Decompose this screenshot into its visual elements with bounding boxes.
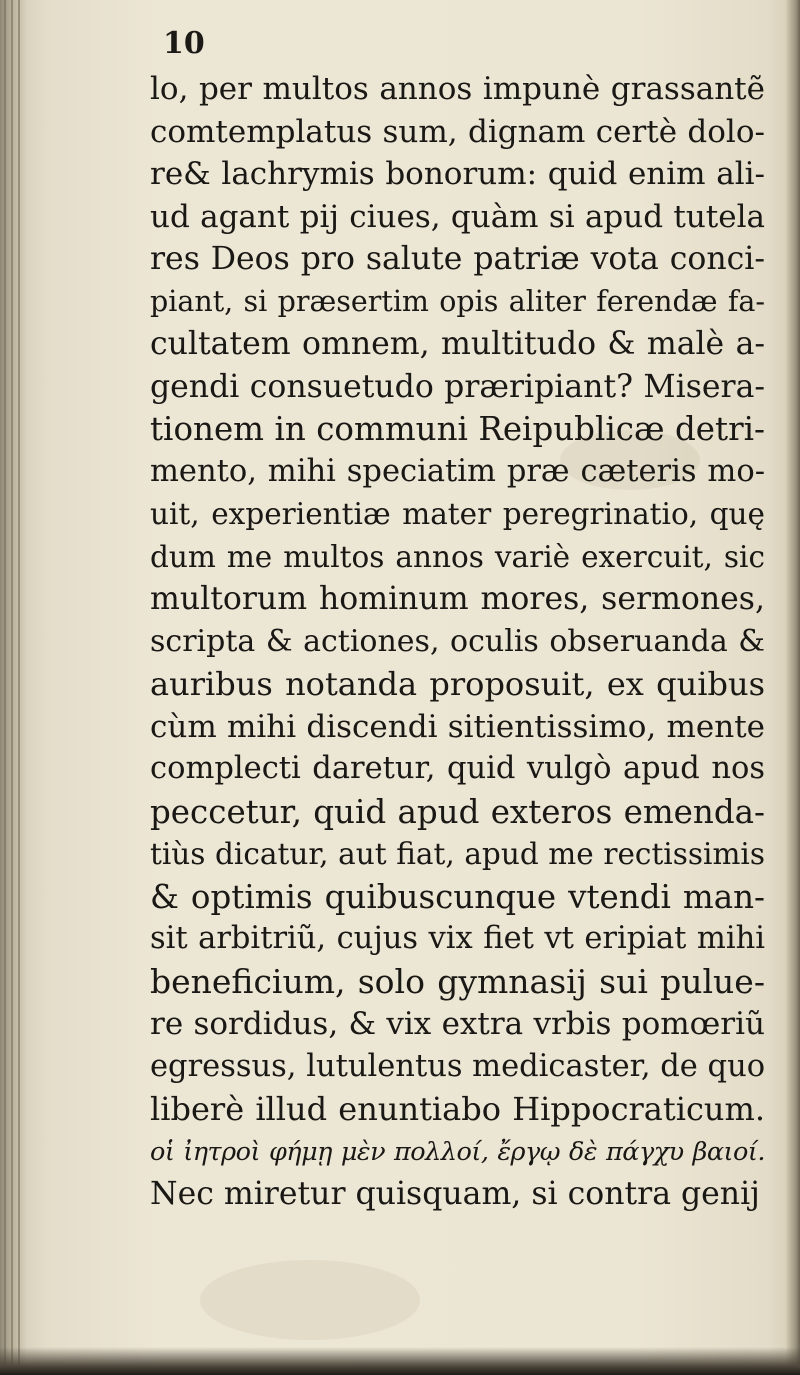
text-line: sit arbitriũ, cujus vix fiet vt eripiat mihi — [150, 921, 765, 956]
gutter-shadow-line — [18, 0, 20, 1375]
text-line: multorum hominum mores, sermones, — [150, 581, 765, 617]
body-text — [150, 68, 765, 1216]
text-line: piant, si præsertim opis aliter ferendæ fa- — [150, 284, 765, 318]
text-line: tiùs dicatur, aut fiat, apud me rectissimis — [150, 837, 765, 871]
text-line: scripta & actiones, oculis obseruanda & — [150, 623, 765, 659]
text-line: beneficium, solo gymnasij sui pulue- — [150, 961, 765, 1001]
text-line: auribus notanda proposuit, ex quibus — [150, 665, 765, 703]
text-line: res Deos pro salute patriæ vota conci- — [150, 241, 765, 277]
catchword-line: Nec miretur quisquam, si contra genij — [150, 1176, 760, 1212]
text-line: cùm mihi discendi sitientissimo, mente — [150, 708, 765, 745]
text-line: lo, per multos annos impunè grassantẽ — [150, 71, 765, 107]
text-line: mento, mihi speciatim præ cæteris mo- — [150, 453, 765, 489]
text-line: ud agant pij ciues, quàm si apud tutela — [150, 198, 765, 235]
gutter-shadow-line — [4, 0, 6, 1375]
text-line: comtemplatus sum, dignam certè dolo- — [150, 113, 765, 150]
greek-quotation-line: οἱ ἰητροὶ φήμῃ μὲν πολλοί, ἔργῳ δὲ πάγχυ βαιοί. — [150, 1136, 765, 1167]
binding-gutter — [0, 0, 26, 1375]
text-line: peccetur, quid apud exteros emenda- — [150, 792, 765, 831]
text-line: re& lachrymis bonorum: quid enim ali- — [150, 156, 765, 192]
text-line: liberè illud enuntiabo Hippocraticum. — [150, 1090, 765, 1128]
text-line: egressus, lutulentus medicaster, de quo — [150, 1048, 765, 1084]
text-line: tionem in communi Reipublicæ detri- — [150, 410, 765, 448]
page-number: 10 — [163, 26, 205, 61]
page-bottom-shadow — [0, 1347, 800, 1375]
gutter-shadow-line — [11, 0, 13, 1375]
text-line: complecti daretur, quid vulgò apud nos — [150, 751, 765, 786]
text-line: uit, experientiæ mater peregrinatio, quę — [150, 497, 765, 531]
text-line: re sordidus, & vix extra vrbis pomœriũ — [150, 1006, 765, 1042]
text-line: cultatem omnem, multitudo & malè a- — [150, 326, 765, 362]
page-edge-shadow — [786, 0, 800, 1375]
text-line: & optimis quibuscunque vtendi man- — [150, 877, 765, 916]
paper-stain — [200, 1260, 420, 1340]
text-line: dum me multos annos variè exercuit, sic — [150, 539, 765, 574]
text-line: gendi consuetudo præripiant? Misera- — [150, 368, 765, 405]
